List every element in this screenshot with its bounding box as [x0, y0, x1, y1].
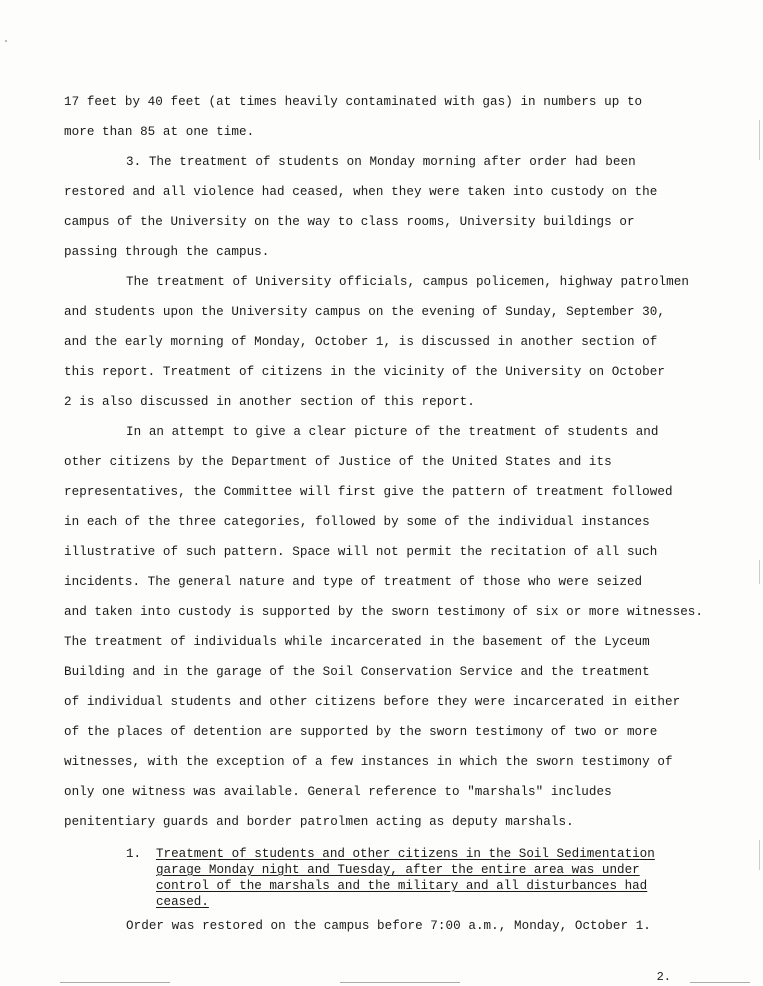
body-line: more than 85 at one time. [64, 125, 255, 139]
body-line: this report. Treatment of citizens in the vicinity of the University on October [64, 365, 665, 379]
body-line: In an attempt to give a clear picture of the treatment of students and [126, 425, 659, 439]
scan-footer-mark [340, 982, 460, 983]
body-line: representatives, the Committee will first give the pattern of treatment followed [64, 485, 673, 499]
scan-footer-mark [60, 982, 170, 983]
heading-line: garage Monday night and Tuesday, after the entire area was under [156, 863, 640, 877]
body-line: witnesses, with the exception of a few instances in which the sworn testimony of [64, 755, 673, 769]
body-line: restored and all violence had ceased, when they were taken into custody on the [64, 185, 658, 199]
scan-edge-mark [759, 560, 760, 584]
closing-line: Order was restored on the campus before 7:00 a.m., Monday, October 1. [126, 919, 651, 933]
body-line: and taken into custody is supported by the sworn testimony of six or more witnesses. [64, 605, 704, 619]
body-line: passing through the campus. [64, 245, 270, 259]
scan-footer-mark [690, 982, 750, 983]
body-line: 3. The treatment of students on Monday morning after order had been [126, 155, 636, 169]
body-line: of the places of detention are supported by the sworn testimony of two or more [64, 725, 658, 739]
page-number: 2. [656, 970, 671, 984]
body-line: and the early morning of Monday, October 1, is discussed in another section of [64, 335, 658, 349]
heading-line: Treatment of students and other citizens in the Soil Sedimentation [156, 847, 655, 861]
body-line: campus of the University on the way to class rooms, University buildings or [64, 215, 635, 229]
body-line: other citizens by the Department of Justice of the United States and its [64, 455, 612, 469]
body-line: 17 feet by 40 feet (at times heavily contaminated with gas) in numbers up to [64, 95, 643, 109]
scan-edge-mark [759, 120, 760, 160]
body-line: penitentiary guards and border patrolmen acting as deputy marshals. [64, 815, 574, 829]
scan-edge-mark [759, 840, 760, 870]
body-line: incidents. The general nature and type of treatment of those who were seized [64, 575, 643, 589]
section-number: 1. [126, 847, 142, 861]
body-line: 2 is also discussed in another section of this report. [64, 395, 475, 409]
body-line: The treatment of individuals while incarcerated in the basement of the Lyceum [64, 635, 650, 649]
body-line: in each of the three categories, followed by some of the individual instances [64, 515, 650, 529]
body-line: illustrative of such pattern. Space will not permit the recitation of all such [64, 545, 658, 559]
body-line: and students upon the University campus on the evening of Sunday, September 30, [64, 305, 665, 319]
heading-line: ceased. [156, 895, 209, 909]
body-line: The treatment of University officials, campus policemen, highway patrolmen [126, 275, 689, 289]
heading-line: control of the marshals and the military and all disturbances had [156, 879, 648, 893]
scan-speck [5, 40, 7, 42]
body-line: Building and in the garage of the Soil Conservation Service and the treatment [64, 665, 650, 679]
body-line: of individual students and other citizens before they were incarcerated in either [64, 695, 681, 709]
body-line: only one witness was available. General reference to "marshals" includes [64, 785, 612, 799]
